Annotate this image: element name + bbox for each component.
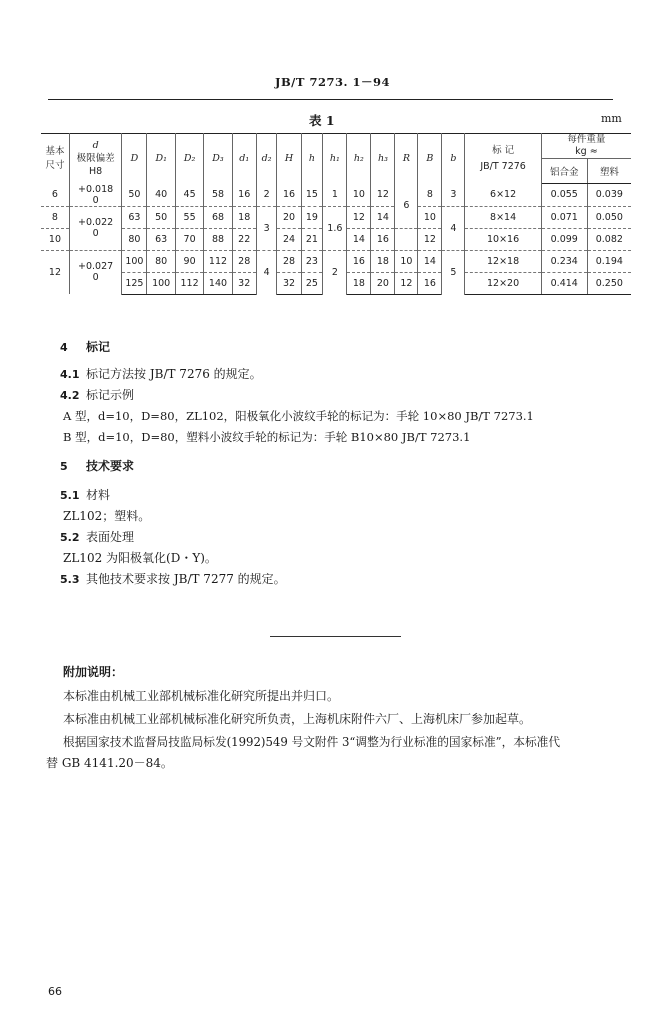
- col-D1: D₁: [147, 134, 175, 184]
- col-h3: h₃: [371, 134, 395, 184]
- section-4-2: 4.2 标记示例: [60, 388, 135, 402]
- page-number: 66: [48, 985, 62, 998]
- col-h1: h₁: [323, 134, 347, 184]
- col-b: b: [442, 134, 465, 184]
- col-d1: d₁: [232, 134, 256, 184]
- col-h: h: [301, 134, 323, 184]
- col-mark: 标 记 JB/T 7276: [465, 134, 541, 184]
- section-5-2-text: ZL102 为阳极氧化(D・Y)。: [63, 551, 217, 565]
- col-d2: d₂: [256, 134, 277, 184]
- table-row: 10 80 63 70 88 22 24 21 14 16 12 10×16 0.099 0.082: [41, 228, 631, 250]
- table-row: 6 +0.018 0 50 40 45 58 16 2 16 15 1 10 12 6 8 3 6×12 0.055 0.039: [41, 184, 631, 207]
- section-divider: [270, 636, 401, 637]
- section-5-1: 5.1 材料: [60, 488, 111, 502]
- notes-line-2: 本标准由机械工业部机械标准化研究所负责，上海机床附件六厂、上海机床厂参加起草。: [63, 712, 532, 726]
- col-aluminum: 铝合金: [541, 159, 587, 184]
- notes-line-3: 根据国家技术监督局技监局标发(1992)549 号文附件 3“调整为行业标准的国家标准”，本标准代: [63, 735, 561, 749]
- col-basic-size: 基本尺寸: [41, 134, 69, 184]
- section-5-2: 5.2 表面处理: [60, 530, 135, 544]
- col-weight: 每件重量 kg ≈: [541, 134, 631, 159]
- table-unit: mm: [601, 112, 622, 125]
- col-B: B: [418, 134, 442, 184]
- col-h2: h₂: [347, 134, 371, 184]
- marking-example-b: B 型，d=10，D=80，塑料小波纹手轮的标记为：手轮 B10×80 JB/T 7273.1: [63, 430, 471, 444]
- col-R: R: [395, 134, 418, 184]
- section-5-3: 5.3 其他技术要求按 JB/T 7277 的规定。: [60, 572, 286, 586]
- table-row: 125 100 112 140 32 32 25 18 20 12 16 12×20 0.414 0.250: [41, 272, 631, 294]
- notes-line-1: 本标准由机械工业部机械标准化研究所提出并归口。: [63, 689, 340, 703]
- section-5-heading: 5 技术要求: [60, 459, 135, 473]
- table-row: 8 +0.022 0 63 50 55 68 18 3 20 19 1.6 12 14 10 4 8×14 0.071 0.050: [41, 206, 631, 228]
- col-D2: D₂: [175, 134, 203, 184]
- section-5-1-text: ZL102；塑料。: [63, 509, 151, 523]
- section-4-1: 4.1 标记方法按 JB/T 7276 的规定。: [60, 367, 262, 381]
- section-4-heading: 4 标记: [60, 340, 111, 354]
- col-D3: D₃: [204, 134, 232, 184]
- notes-line-4: 替 GB 4141.20－84。: [46, 756, 173, 770]
- header-rule: [48, 99, 613, 100]
- marking-example-a: A 型，d=10，D=80，ZL102，阳极氧化小波纹手轮的标记为：手轮 10×80 JB/T 7273.1: [63, 409, 534, 423]
- col-d-tolerance: d 极限偏差 H8: [69, 134, 121, 184]
- table-row: 12 +0.027 0 100 80 90 112 28 4 28 23 2 16 18 10 14 5 12×18 0.234 0.194: [41, 250, 631, 272]
- dimension-table: [41, 133, 631, 295]
- col-plastic: 塑料: [587, 159, 631, 184]
- table-caption: 表 1: [309, 113, 335, 128]
- notes-title: 附加说明：: [63, 665, 124, 679]
- page-header: JB/T 7273. 1－94: [275, 75, 390, 89]
- col-H: H: [277, 134, 301, 184]
- col-D: D: [122, 134, 147, 184]
